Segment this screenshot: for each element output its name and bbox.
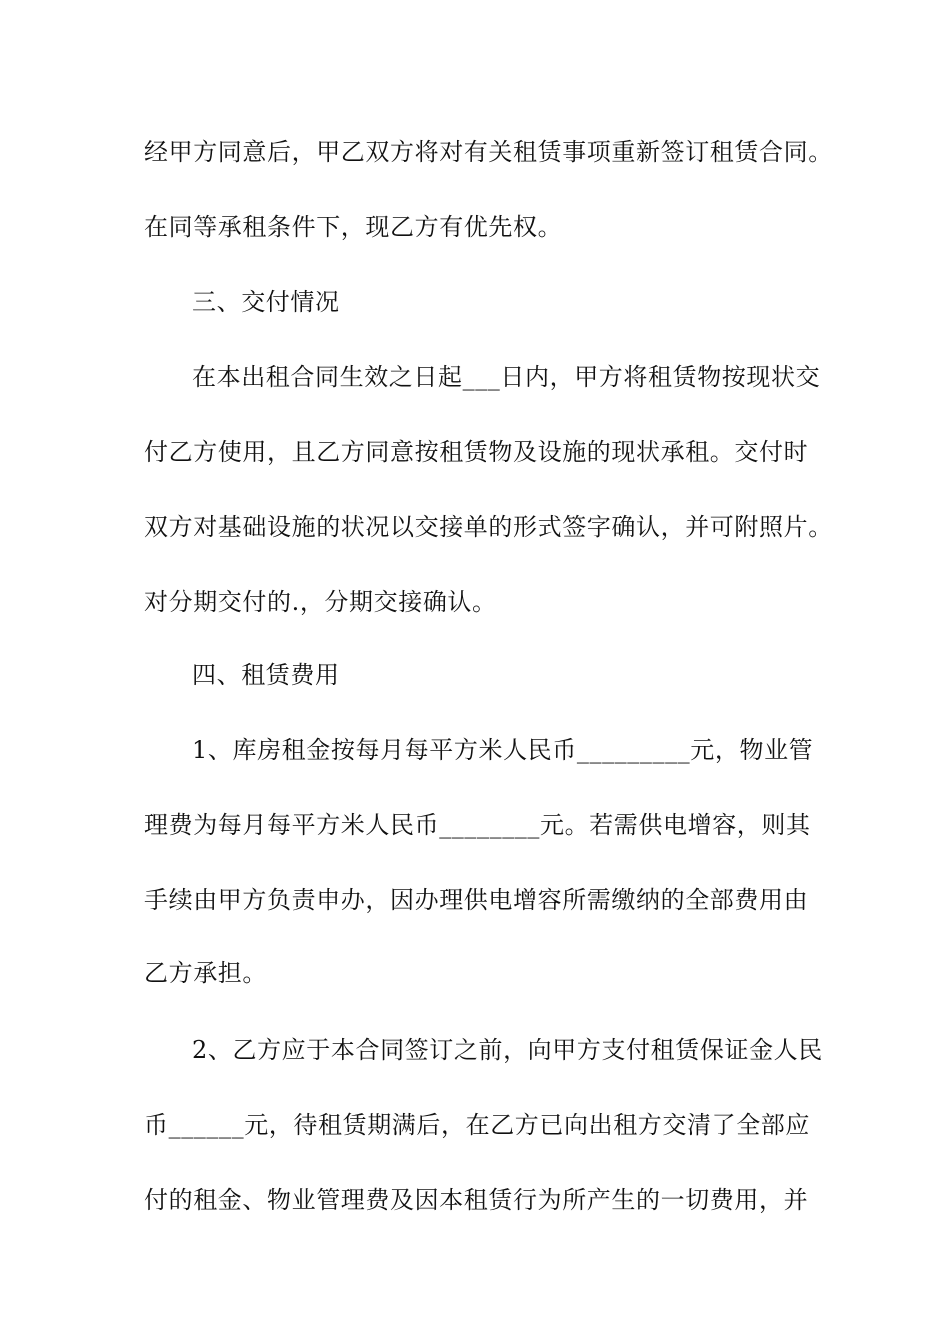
text-line: 付的租金、物业管理费及因本租赁行为所产生的一切费用，并 bbox=[144, 1186, 809, 1214]
section-heading: 三、交付情况 bbox=[192, 288, 340, 316]
text-line: 乙方承担。 bbox=[144, 959, 267, 987]
text-line: 币______元，待租赁期满后，在乙方已向出租方交清了全部应 bbox=[144, 1111, 810, 1139]
text-line: 2、乙方应于本合同签订之前，向甲方支付租赁保证金人民 bbox=[192, 1036, 823, 1064]
text-line: 对分期交付的.，分期交接确认。 bbox=[144, 588, 497, 616]
section-heading: 四、租赁费用 bbox=[192, 661, 340, 689]
text-line: 在同等承租条件下，现乙方有优先权。 bbox=[144, 213, 563, 241]
text-line: 付乙方使用，且乙方同意按租赁物及设施的现状承租。交付时 bbox=[144, 438, 809, 466]
text-line: 手续由甲方负责申办，因办理供电增容所需缴纳的全部费用由 bbox=[144, 886, 809, 914]
text-line: 理费为每月每平方米人民币________元。若需供电增容，则其 bbox=[144, 811, 811, 839]
text-line: 在本出租合同生效之日起___日内，甲方将租赁物按现状交 bbox=[192, 363, 821, 391]
text-line: 双方对基础设施的状况以交接单的形式签字确认，并可附照片。 bbox=[144, 513, 833, 541]
text-line: 1、库房租金按每月每平方米人民币_________元，物业管 bbox=[192, 736, 814, 764]
text-line: 经甲方同意后，甲乙双方将对有关租赁事项重新签订租赁合同。 bbox=[144, 138, 833, 166]
